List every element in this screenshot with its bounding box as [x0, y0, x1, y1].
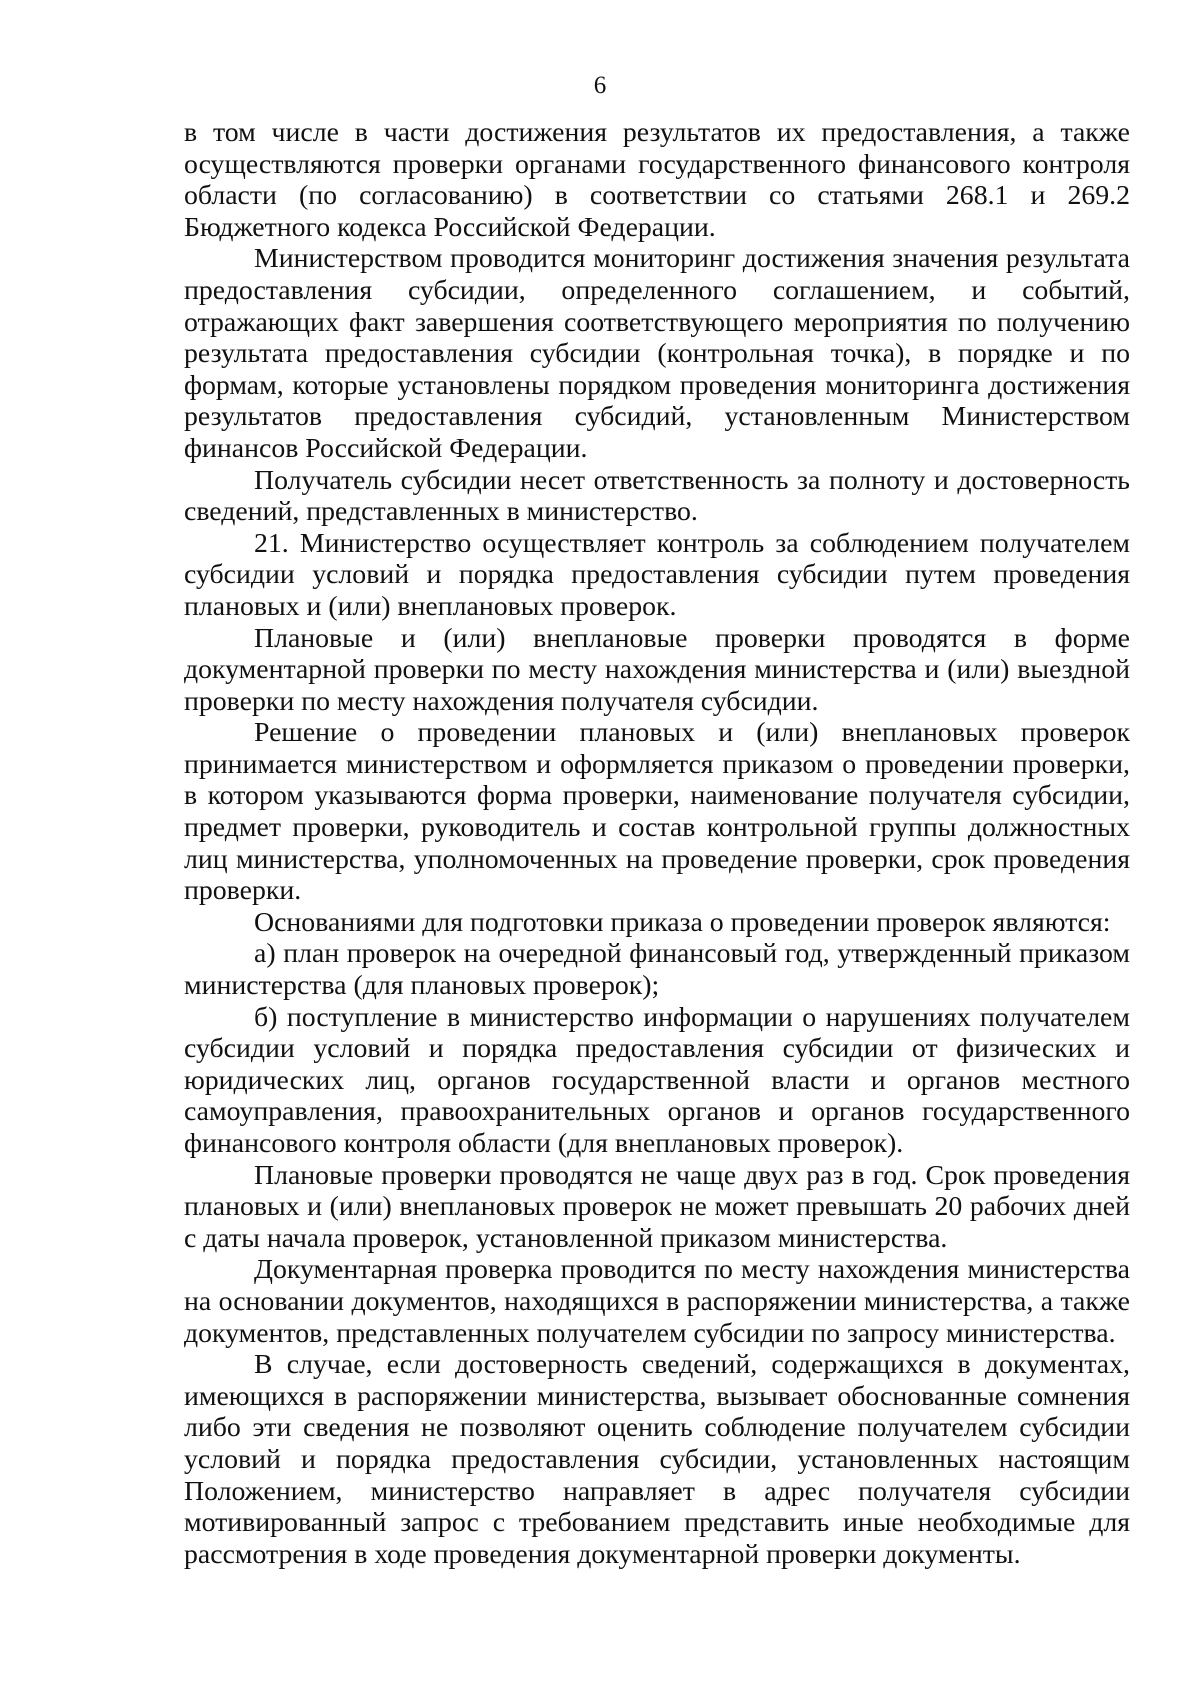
- paragraph-inspection-forms: Плановые и (или) внеплановые проверки проводятся в форме документарной проверки по месту нахождения министерства и (или) выездной проверки по месту нахождения получателя субсидии.: [184, 622, 1130, 717]
- paragraph-inspection-decision: Решение о проведении плановых и (или) внеплановых проверок принимается министерством и оформляется приказом о проведении проверки, в котором указываются форма проверки, наименование получателя субсидии, предмет проверки, руководитель и состав контрольной группы должностных лиц министерства, уполномоченных на проведение проверки, срок проведения проверки.: [184, 717, 1130, 907]
- document-body: [184, 117, 1130, 1570]
- paragraph-item-21: 21. Министерство осуществляет контроль за соблюдением получателем субсидии условий и порядка предоставления субсидии путем проведения плановых и (или) внеплановых проверок.: [184, 527, 1130, 622]
- paragraph-responsibility: Получатель субсидии несет ответственность за полноту и достоверность сведений, представленных в министерство.: [184, 464, 1130, 528]
- page-number: 6: [593, 72, 607, 99]
- paragraph-inspection-frequency: Плановые проверки проводятся не чаще двух раз в год. Срок проведения плановых и (или) внеплановых проверок не может превышать 20 рабочих дней с даты начала проверок, установленной приказом министерства.: [184, 1159, 1130, 1254]
- paragraph-documentary-check: Документарная проверка проводится по месту нахождения министерства на основании документов, находящихся в распоряжении министерства, а также документов, представленных получателем субсидии по запросу министерства.: [184, 1254, 1130, 1349]
- paragraph-information-request: В случае, если достоверность сведений, содержащихся в документах, имеющихся в распоряжении министерства, вызывает обоснованные сомнения либо эти сведения не позволяют оценить соблюдение получателем субсидии условий и порядка предоставления субсидии, установленных настоящим Положением, министерство направляет в адрес получателя субсидии мотивированный запрос с требованием представить иные необходимые для рассмотрения в ходе проведения документарной проверки документы.: [184, 1349, 1130, 1570]
- paragraph-grounds-b: б) поступление в министерство информации о нарушениях получателем субсидии условий и порядка предоставления субсидии от физических и юридических лиц, органов государственной власти и органов местного самоуправления, правоохранительных органов и органов государственного финансового контроля области (для внеплановых проверок).: [184, 1001, 1130, 1159]
- paragraph-grounds-a: а) план проверок на очередной финансовый год, утвержденный приказом министерства (для плановых проверок);: [184, 938, 1130, 1002]
- paragraph-monitoring: Министерством проводится мониторинг достижения значения результата предоставления субсидии, определенного соглашением, и событий, отражающих факт завершения соответствующего мероприятия по получению результата предоставления субсидии (контрольная точка), в порядке и по формам, которые установлены порядком проведения мониторинга достижения результатов предоставления субсидий, установленным Министерством финансов Российской Федерации.: [184, 243, 1130, 464]
- paragraph-grounds: Основаниями для подготовки приказа о проведении проверок являются:: [254, 906, 1111, 938]
- paragraph-continuation: в том числе в части достижения результатов их предоставления, а также осуществляются проверки органами государственного финансового контроля области (по согласованию) в соответствии со статьями 268.1 и 269.2 Бюджетного кодекса Российской Федерации.: [184, 117, 1130, 243]
